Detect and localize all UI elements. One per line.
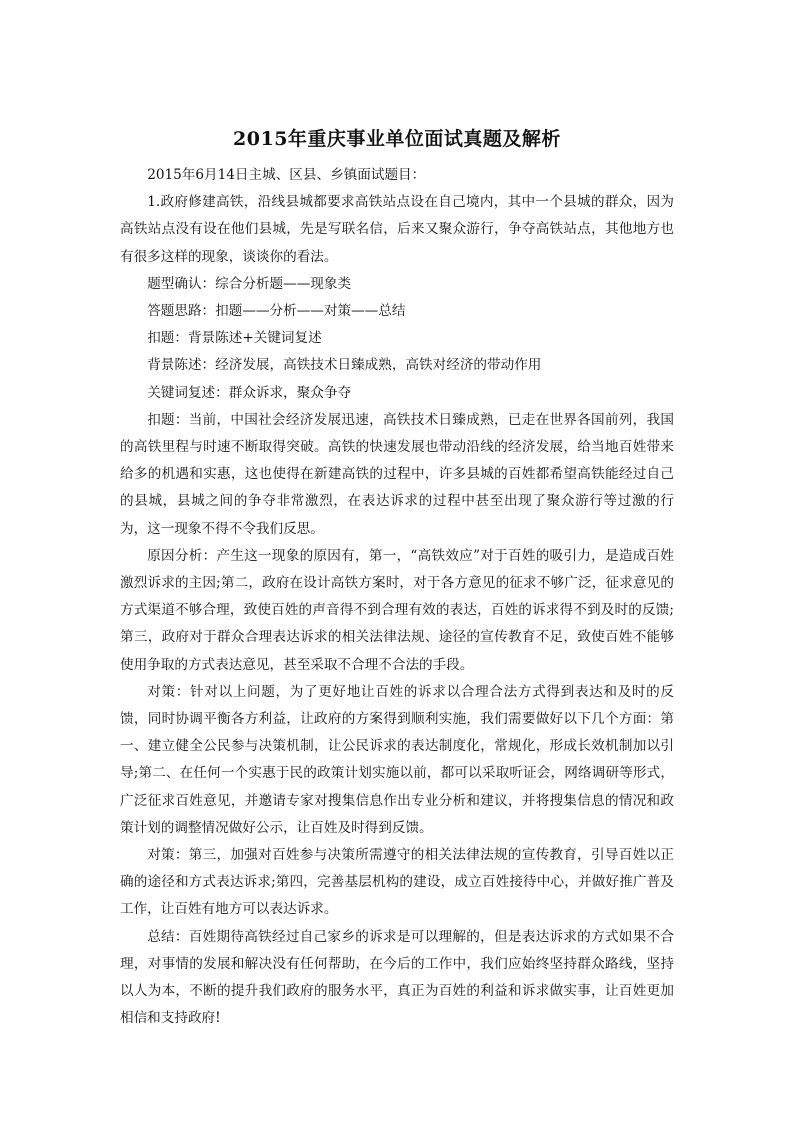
type-confirm-line: 题型确认：综合分析题——现象类	[147, 275, 352, 292]
point-line: 扣题：背景陈述+关键词复述	[147, 330, 322, 347]
intro-line: 2015年6月14日主城、区县、乡镇面试题目：	[147, 167, 426, 183]
question-paragraph: 1.政府修建高铁，沿线县城都要求高铁站点设在自己境内，其中一个县城的群众，因为高铁站点没有设在他们县城，先是写联名信，后来又聚众游行，争夺高铁站点，其他地方也有很多这样的现象，谈谈你的看法。	[120, 194, 674, 265]
summary-paragraph: 总结：百姓期待高铁经过自己家乡的诉求是可以理解的，但是表达诉求的方式如果不合理，对事情的发展和解决没有任何帮助，在今后的工作中，我们应始终坚持群众路线，坚持以人为本，不断的提升我们政府的服务水平，真正为百姓的利益和诉求做实事，让百姓更加相信和支持政府!	[120, 928, 674, 1027]
background-line: 背景陈述：经济发展，高铁技术日臻成熟，高铁对经济的带动作用	[147, 357, 542, 374]
point-paragraph: 扣题：当前，中国社会经济发展迅速，高铁技术日臻成熟，已走在世界各国前列，我国的高铁里程与时速不断取得突破。高铁的快速发展也带动沿线的经济发展，给当地百姓带来给多的机遇和实惠，这也使得在新建高铁的过程中，许多县城的百姓都希望高铁能经过自己的县城，县城之间的争夺非常激烈，在表达诉求的过程中甚至出现了聚众游行等过激的行为，这一现象不得不令我们反思。	[120, 411, 674, 537]
document-title: 2015年重庆事业单位面试真题及解析	[233, 128, 561, 150]
keywords-line: 关键词复述：群众诉求，聚众争夺	[147, 384, 352, 401]
measure-paragraph-2: 对策：第三，加强对百姓参与决策所需遵守的相关法律法规的宣传教育，引导百姓以正确的途径和方式表达诉求;第四，完善基层机构的建设，成立百姓接待中心，并做好推广普及工作，让百姓有地方可以表达诉求。	[120, 847, 674, 918]
approach-line: 答题思路：扣题——分析——对策——总结	[147, 303, 406, 320]
measure-paragraph-1: 对策：针对以上问题，为了更好地让百姓的诉求以合理合法方式得到表达和及时的反馈，同时协调平衡各方利益，让政府的方案得到顺利实施，我们需要做好以下几个方面：第一、建立健全公民参与决策机制，让公民诉求的表达制度化，常规化，形成长效机制加以引导;第二、在任何一个实惠于民的政策计划实施以前，都可以采取听证会，网络调研等形式，广泛征求百姓意见，并邀请专家对搜集信息作出专业分析和建议，并将搜集信息的情况和政策计划的调整情况做好公示，让百姓及时得到反馈。	[120, 683, 674, 836]
reason-paragraph: 原因分析：产生这一现象的原因有，第一，“高铁效应”对于百姓的吸引力，是造成百姓激烈诉求的主因;第二，政府在设计高铁方案时，对于各方意见的征求不够广泛，征求意见的方式渠道不够合理，致使百姓的声音得不到合理有效的表达，百姓的诉求得不到及时的反馈;第三，政府对于群众合理表达诉求的相关法律法规、途径的宣传教育不足，致使百姓不能够使用争取的方式表达意见，甚至采取不合理不合法的手段。	[120, 547, 674, 673]
